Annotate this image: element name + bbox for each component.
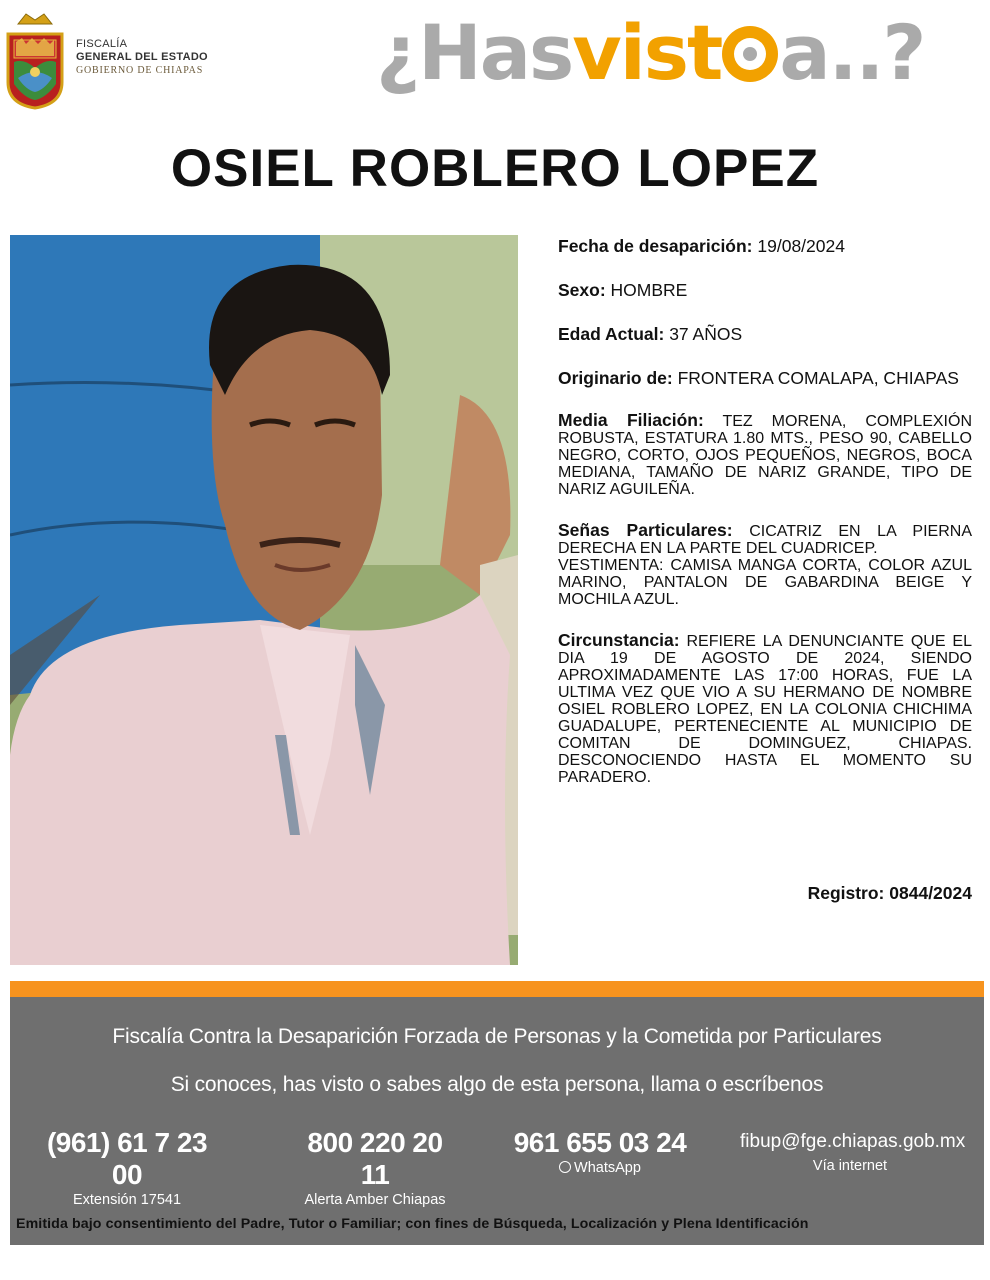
disappearance-date-value: 19/08/2024 [757,236,845,256]
contact-email-address: fibup@fge.chiapas.gob.mx [740,1131,966,1152]
contact-whatsapp-label-row [510,1159,690,1177]
contact-whatsapp-label: WhatsApp [574,1160,641,1176]
origin [558,368,972,388]
contact-phone-1-extension: Extensión 17541 [72,1192,182,1208]
agency-name [76,38,208,78]
disappearance-date-label: Fecha de desaparición: [558,236,753,256]
contact-phone-1 [42,1127,212,1209]
contact-amber-alert-number: 800 220 20 11 [307,1127,443,1190]
contact-amber-alert-label: Alerta Amber Chiapas [304,1192,446,1208]
contact-whatsapp [510,1127,690,1177]
prosecutor-office-name: Fiscalía Contra la Desaparición Forzada de Personas y la Cometida por Particulares [112,1025,882,1048]
origin-value: FRONTERA COMALAPA, CHIAPAS [677,368,959,388]
registration-value: 0844/2024 [889,883,972,903]
age-label: Edad Actual: [558,324,665,344]
sex-value: HOMBRE [610,280,688,300]
contact-footer [10,997,984,1245]
age [558,324,972,344]
sex-label: Sexo: [558,280,606,300]
circumstance [558,632,972,786]
orange-divider [10,981,984,997]
person-details [558,236,972,810]
brand-suffix: a..? [779,8,925,97]
contact-email [740,1127,966,1175]
eye-icon [722,26,778,82]
registration-number [558,883,972,904]
agency-line-2: GENERAL DEL ESTADO [76,51,208,63]
consent-disclaimer: Emitida bajo consentimiento del Padre, Tutor o Familiar; con fines de Búsqueda, Localización y Plena Identificación [16,1216,809,1232]
contact-phone-1-number: (961) 61 7 23 00 [46,1127,208,1190]
contact-amber-alert [290,1127,460,1209]
distinguishing-marks-label: Señas Particulares: [558,520,733,540]
disappearance-date [558,236,972,256]
agency-line-1: FISCALÍA [76,38,128,50]
age-value: 37 AÑOS [669,324,743,344]
clothing-value: VESTIMENTA: CAMISA MANGA CORTA, COLOR AZUL MARINO, PANTALON DE GABARDINA BEIGE Y MOCHILA AZUL. [558,557,972,608]
registration-label: Registro: [807,883,885,903]
contact-whatsapp-number: 961 655 03 24 [513,1127,687,1158]
brand-middle: vist [572,8,722,97]
circumstance-label: Circunstancia: [558,630,680,650]
distinguishing-marks-value: CICATRIZ EN LA PIERNA DERECHA EN LA PARTE DEL CUADRICEP. [558,523,973,557]
agency-line-3: GOBIERNO DE CHIAPAS [76,65,204,76]
circumstance-value: REFIERE LA DENUNCIANTE QUE EL DIA 19 DE AGOSTO DE 2024, SIENDO APROXIMADAMENTE LAS 17:00 HORAS, FUE LA ULTIMA VEZ QUE VIO A SU HERMANO DE NOMBRE OSIEL ROBLERO LOPEZ, EN LA COLONIA CHICHIMA GUADALUPE, PERTENECIENTE AL MUNICIPIO DE COMITAN DE DOMINGUEZ, CHIAPAS. DESCONOCIENDO HASTA EL MOMENTO SU PARADERO. [558,633,972,786]
physical-description [558,412,972,498]
physical-description-value: TEZ MORENA, COMPLEXIÓN ROBUSTA, ESTATURA 1.80 MTS., PESO 90, CABELLO NEGRO, CORTO, OJOS PEQUEÑOS, NEGROS, BOCA MEDIANA, TAMAÑO DE NARIZ GRANDE, TIPO DE NARIZ AGUILEÑA. [558,413,972,498]
person-photo [10,235,518,965]
sex [558,280,972,300]
distinguishing-marks [558,522,972,608]
chiapas-coat-of-arms-logo [4,12,66,110]
brand-prefix: ¿Has [376,8,573,97]
origin-label: Originario de: [558,368,673,388]
person-name: OSIEL ROBLERO LOPEZ [170,139,820,198]
contact-email-label: Vía internet [812,1158,888,1174]
whatsapp-icon [559,1161,571,1173]
has-visto-brand-logo [376,8,925,98]
physical-description-label: Media Filiación: [558,410,704,430]
call-to-action: Si conoces, has visto o sabes algo de esta persona, llama o escríbenos [170,1073,824,1096]
